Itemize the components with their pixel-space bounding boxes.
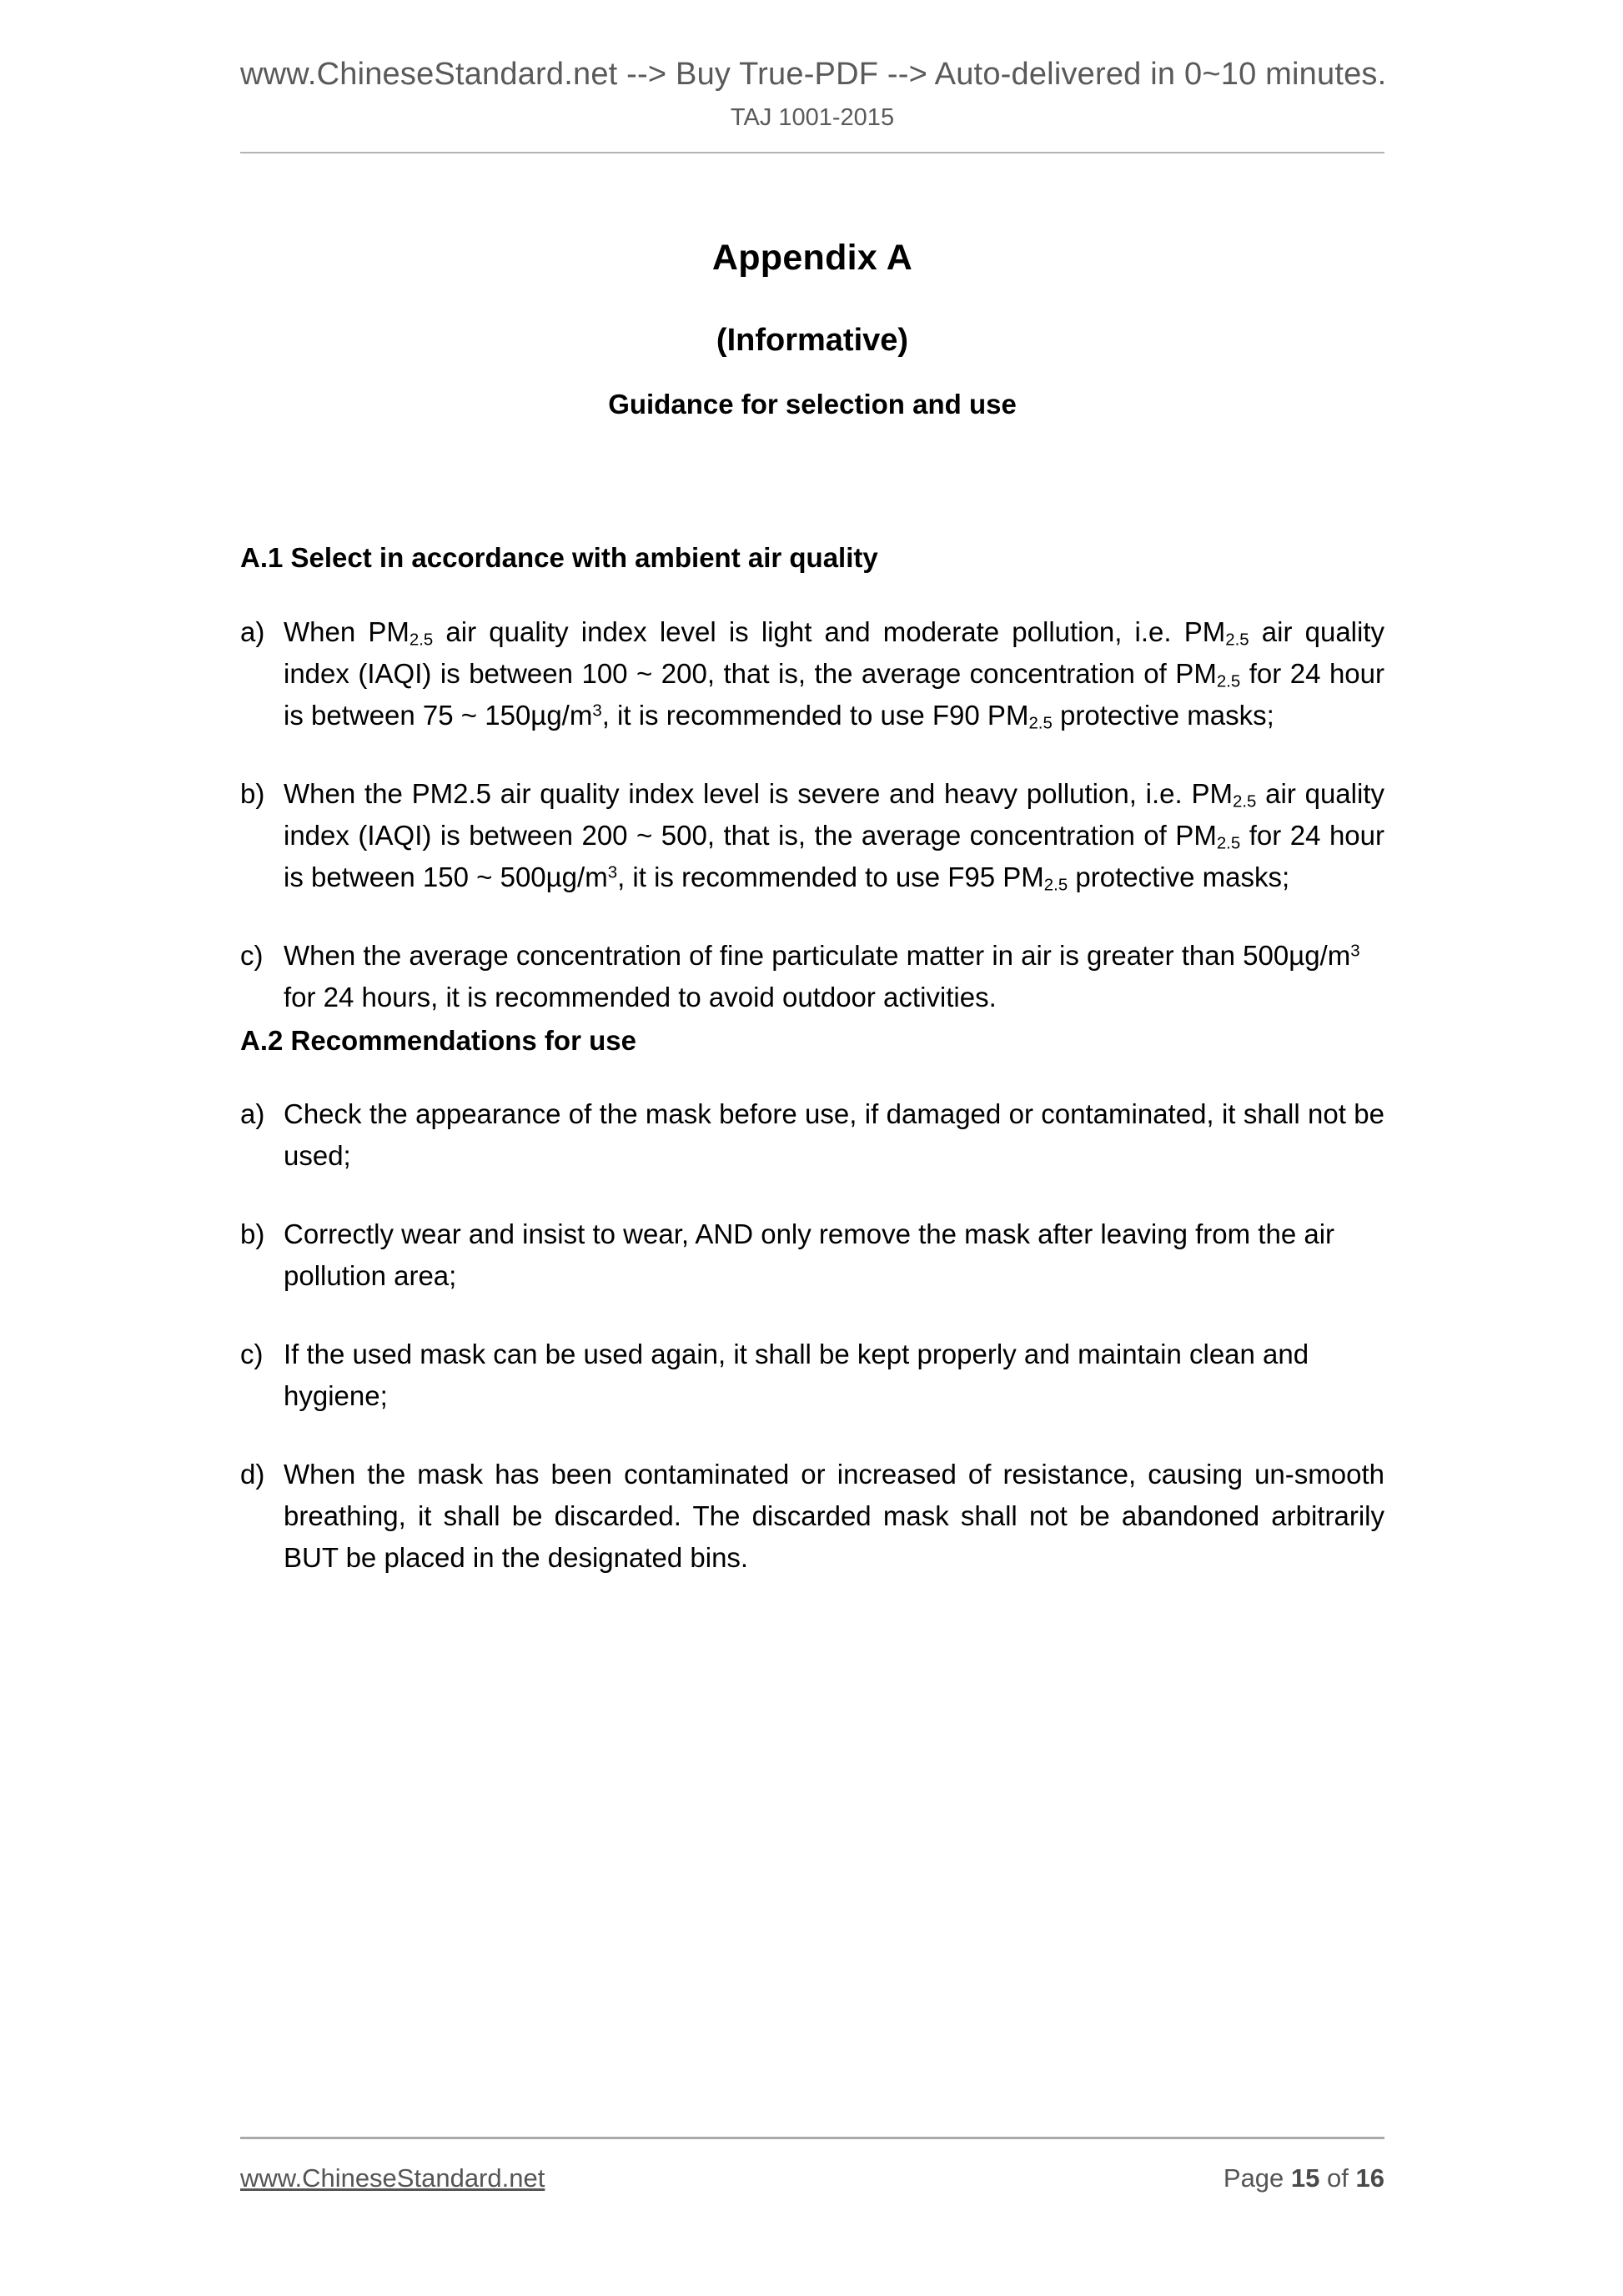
- section-heading-a1: A.1 Select in accordance with ambient air quality: [240, 542, 878, 573]
- list-item-text: If the used mask can be used again, it shall be kept properly and maintain clean and hygiene;: [284, 1338, 1309, 1411]
- total-page-number: 16: [1355, 2163, 1384, 2193]
- list-marker: c): [240, 1338, 264, 1369]
- list-marker: a): [240, 616, 265, 648]
- appendix-title: Appendix A: [711, 238, 913, 278]
- list-marker: c): [240, 940, 264, 972]
- list-item: [240, 1334, 1384, 1417]
- header-standard-number: TAJ 1001-2015: [730, 104, 895, 131]
- page-number-indicator: [1224, 2163, 1384, 2193]
- document-body: [240, 540, 1384, 1579]
- list-marker: a): [240, 1098, 265, 1129]
- section-a1-list: [240, 611, 1384, 1018]
- page-footer: [240, 2163, 1384, 2193]
- list-marker: b): [240, 778, 265, 810]
- list-item: [240, 773, 1384, 898]
- informative-subtitle: (Informative): [716, 323, 909, 358]
- page-header: [240, 57, 1387, 153]
- page-of-label: of: [1327, 2163, 1349, 2193]
- page-label: Page: [1223, 2163, 1284, 2193]
- list-item-text: Check the appearance of the mask before use, if damaged or contaminated, it shall not be used;: [284, 1098, 1384, 1171]
- list-item-text: Correctly wear and insist to wear, AND only remove the mask after leaving from the air pollution area;: [284, 1218, 1335, 1291]
- list-item: [240, 611, 1384, 736]
- current-page-number: 15: [1290, 2163, 1320, 2193]
- list-item: [240, 1454, 1384, 1579]
- section-a2-list: [240, 1093, 1384, 1579]
- list-marker: b): [240, 1218, 265, 1249]
- footer-site-link[interactable]: www.ChineseStandard.net: [240, 2163, 545, 2193]
- header-promo-text: www.ChineseStandard.net --> Buy True-PDF --> Auto-delivered in 0~10 minutes.: [240, 57, 1387, 92]
- header-divider: [240, 152, 1384, 153]
- list-item: [240, 1213, 1384, 1297]
- list-item-text: When the mask has been contaminated or increased of resistance, causing un-smooth breathing, it shall be discarded. The discarded mask shall not be abandoned arbitrarily BUT be placed in the designated bins.: [284, 1458, 1384, 1573]
- list-item: [240, 935, 1384, 1018]
- list-item-text: When the average concentration of fine particulate matter in air is greater than $500\mu g/m^3$ for 24 hours, it is recommended to avoid outdoor activities.: [284, 940, 1360, 1013]
- section-heading-a2: A.2 Recommendations for use: [240, 1025, 636, 1057]
- footer-divider: [240, 2137, 1384, 2139]
- guidance-subtitle: Guidance for selection and use: [608, 389, 1017, 420]
- list-item: [240, 1093, 1384, 1177]
- list-marker: d): [240, 1458, 265, 1490]
- list-item-text: When the PM2.5 air quality index level is severe and heavy pollution, i.e. $PM_{2.5}$ air quality index (IAQI) is between 200 ~ 500, that is, the average concentration of $PM_{2.5}$ for 24 hour is between 150 ~ $500\mu g/m^3$, it is recommended to use F95 $PM_{2.5}$ protective masks;: [284, 778, 1384, 895]
- list-item-text: When $PM_{2.5}$ air quality index level is light and moderate pollution, i.e. $PM_{2.5}$ air quality index (IAQI) is between 100 ~ 200, that is, the average concentration of $PM_{2.5}$ for 24 hour is between 75 ~ $150\mu g/m^3$, it is recommended to use F90 $PM_{2.5}$ protective masks;: [284, 616, 1385, 733]
